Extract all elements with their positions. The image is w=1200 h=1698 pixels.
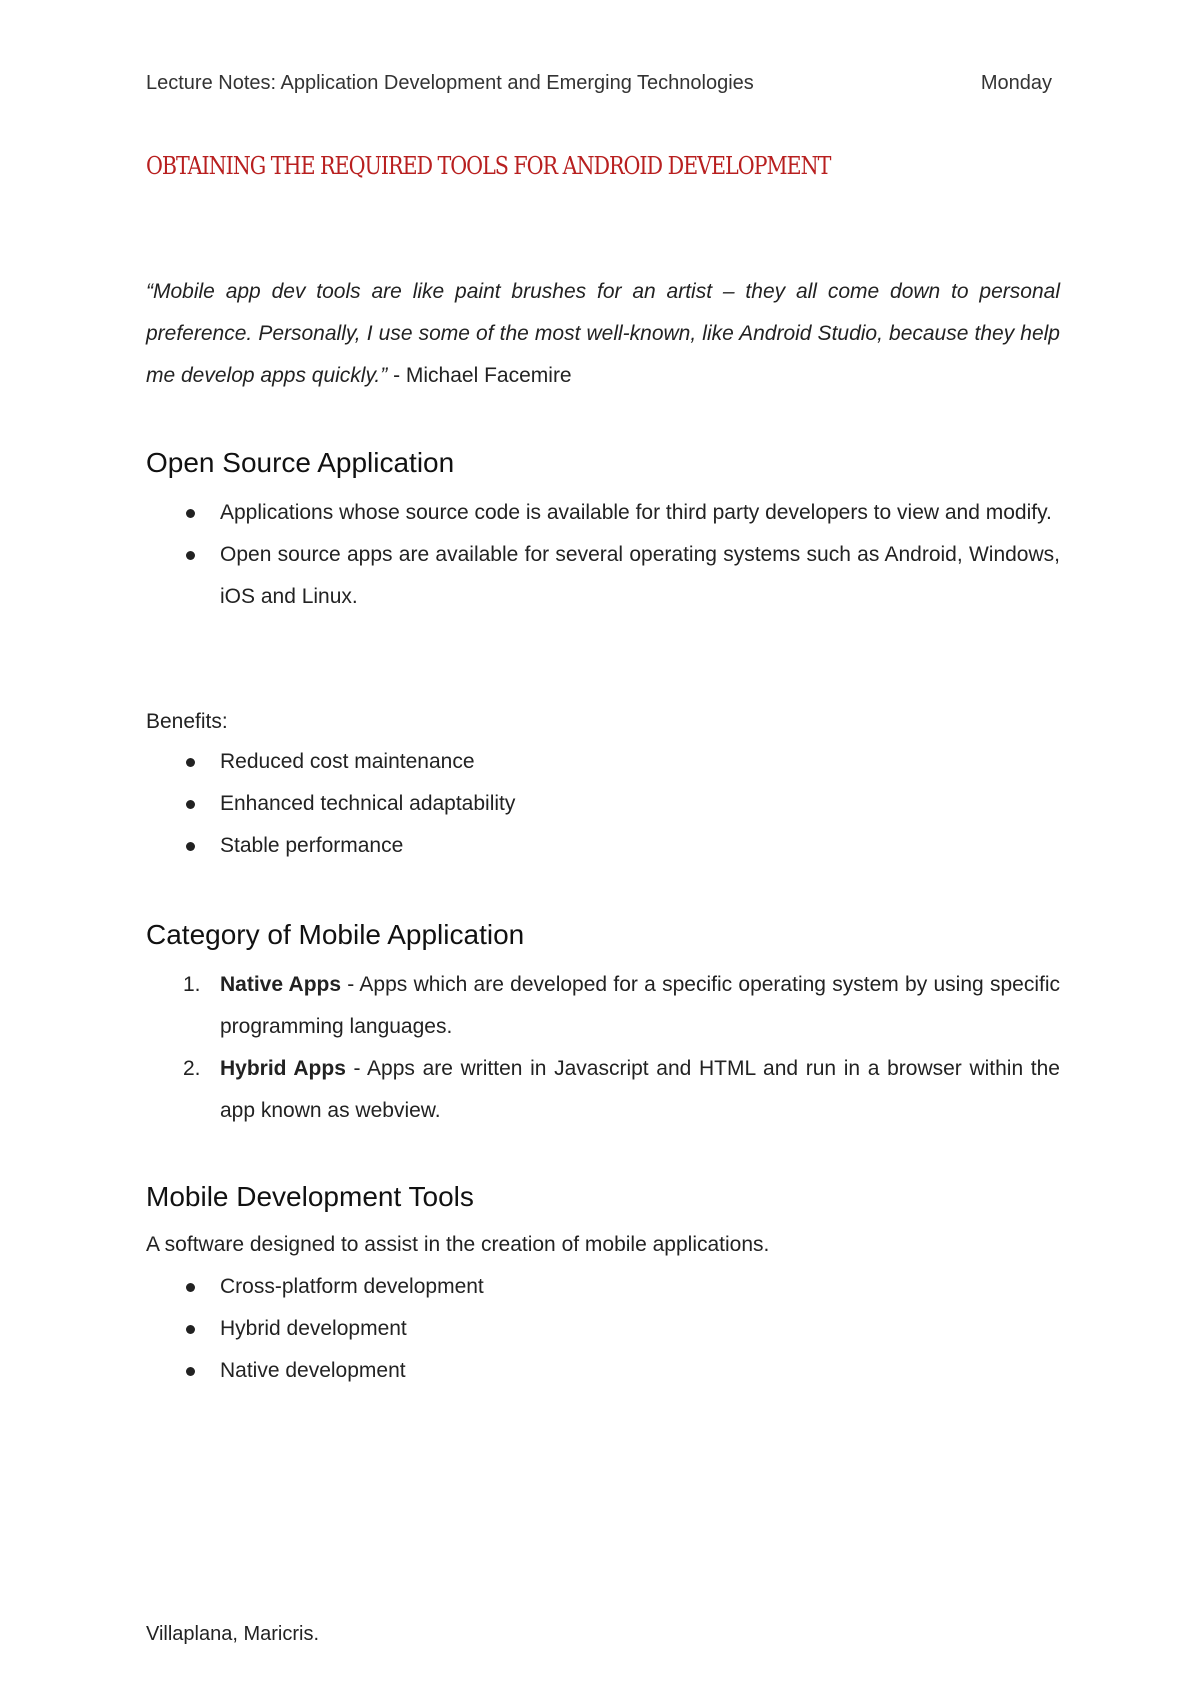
list-item: Native development: [146, 1350, 1060, 1392]
term-hybrid-apps: Hybrid Apps: [220, 1057, 346, 1080]
quote-text: “Mobile app dev tools are like paint brushes for an artist – they all come down to personal preference. Personally, I use some of the most well-known, like Android Studio, because they help me develop apps quickly.”: [146, 280, 1060, 387]
category-list: [146, 964, 1060, 1132]
tools-intro: A software designed to assist in the creation of mobile applications.: [146, 1233, 770, 1256]
list-item: Hybrid development: [146, 1308, 1060, 1350]
section-heading-tools: Mobile Development Tools: [146, 1181, 474, 1212]
list-item: Reduced cost maintenance: [146, 741, 1060, 783]
term-description: - Apps are written in Javascript and HTML and run in a browser within the app known as webview.: [220, 1057, 1060, 1122]
open-source-list: [146, 492, 1060, 618]
list-number: 2.: [183, 1057, 201, 1080]
document-title: OBTAINING THE REQUIRED TOOLS FOR ANDROID DEVELOPMENT: [146, 152, 831, 180]
list-item: Stable performance: [146, 825, 1060, 867]
term-description: - Apps which are developed for a specific operating system by using specific programming languages.: [220, 973, 1060, 1038]
term-native-apps: Native Apps: [220, 973, 342, 996]
tools-list: [146, 1266, 1060, 1392]
header-course-title: Lecture Notes: Application Development and Emerging Technologies: [146, 72, 754, 94]
benefits-list: [146, 741, 1060, 867]
list-item: [146, 964, 1060, 1048]
list-item: Applications whose source code is available for third party developers to view and modify.: [146, 492, 1060, 534]
quote-block: [146, 271, 1060, 397]
list-number: 1.: [183, 973, 201, 996]
page-footer-author: Villaplana, Maricris.: [146, 1623, 320, 1645]
list-item: [146, 1048, 1060, 1132]
section-heading-open-source: Open Source Application: [146, 447, 455, 478]
benefits-label: Benefits:: [146, 710, 228, 733]
section-heading-category: Category of Mobile Application: [146, 919, 525, 950]
header-day: Monday: [980, 72, 1052, 94]
list-item: Open source apps are available for several operating systems such as Android, Windows, iOS and Linux.: [146, 534, 1060, 618]
quote-author: - Michael Facemire: [387, 364, 572, 387]
list-item: Enhanced technical adaptability: [146, 783, 1060, 825]
list-item: Cross-platform development: [146, 1266, 1060, 1308]
